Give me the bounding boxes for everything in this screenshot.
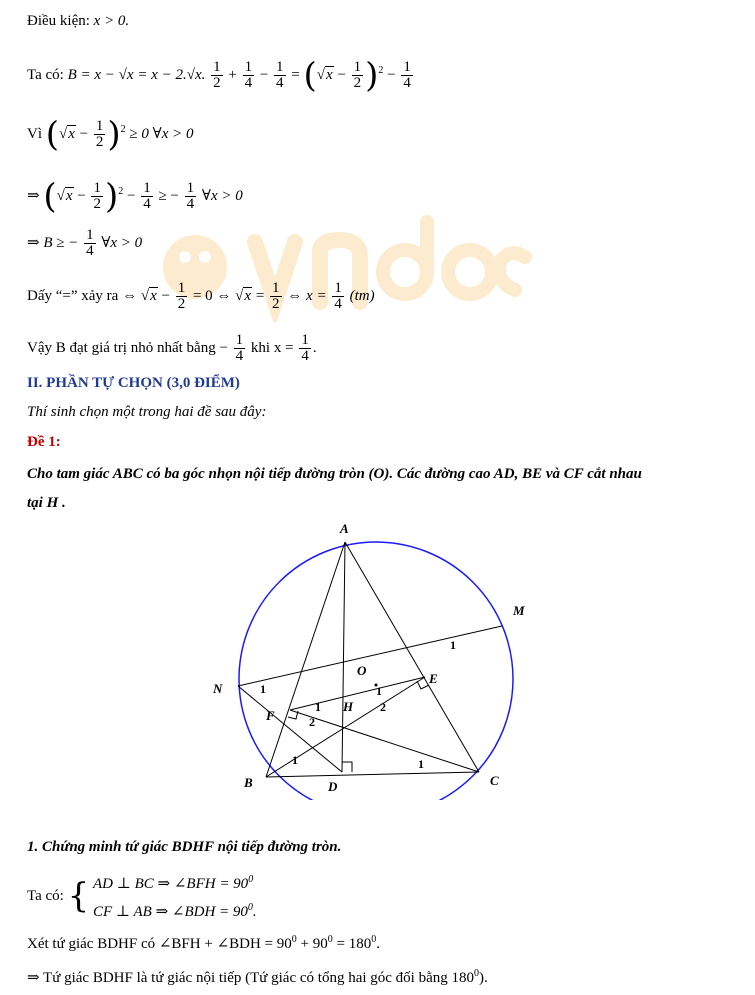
- xet-text: Xét tứ giác BDHF có ∠BFH + ∠BDH = 90: [27, 936, 292, 952]
- geometry-figure: [200, 515, 540, 800]
- frac-quarter-2: $\frac{1}{4}$: [276, 59, 284, 91]
- sqrt-x: √x: [140, 287, 157, 304]
- label-n: N: [213, 681, 223, 696]
- label-e: E: [429, 671, 438, 686]
- paren-close: ): [365, 55, 379, 96]
- forall-tail: ∀x > 0: [201, 187, 243, 204]
- taco-lhs: B = x − √x = x − 2.√x.: [67, 66, 206, 83]
- vi-label: Vì: [27, 125, 42, 142]
- side-bc: [266, 772, 479, 777]
- part1-system: [27, 868, 257, 924]
- sqrt-x: √x: [316, 66, 333, 83]
- circumcircle: [239, 542, 513, 800]
- angle-mark: 1: [315, 700, 321, 714]
- line-mn: [238, 626, 502, 686]
- problem-line-2: tại H .: [27, 495, 66, 511]
- conclusion-label: Vậy B đạt giá trị nhỏ nhất bằng −: [27, 339, 228, 356]
- square-exp: 2: [118, 185, 124, 197]
- vi-tail: ≥ 0 ∀x > 0: [129, 125, 194, 142]
- ge-sign: ≥ −: [158, 187, 179, 204]
- x-equals: ⇔ x =: [287, 287, 327, 304]
- line-nd: [238, 686, 342, 772]
- degree-sup: 0: [371, 934, 377, 945]
- angle-mark: 1: [418, 757, 424, 771]
- angle-mark: 1: [260, 682, 266, 696]
- conclusion-end: ).: [479, 970, 488, 986]
- section-subtitle: Thí sinh chọn một trong hai đề sau đây:: [27, 404, 267, 420]
- implies-b: ⇒ B ≥ −: [27, 234, 79, 251]
- frac-quarter: $\frac{1}{4}$: [143, 180, 151, 212]
- part1-conclusion: [27, 965, 488, 987]
- plus-sign: +: [228, 66, 237, 83]
- square-exp: 2: [378, 64, 384, 76]
- part1-xet-line: Xét tứ giác BDHF có ∠BFH + ∠BDH = $90^0 + 90^0 = 180^0$.: [27, 934, 380, 952]
- degree-sup: 0: [474, 968, 480, 979]
- frac-half-2: $\frac{1}{2}$: [272, 280, 280, 312]
- degree-sup: 0: [247, 902, 253, 913]
- system-line-1: AD ⊥ BC ⇒ ∠BFH = 90: [93, 876, 249, 892]
- altitude-ad: [342, 542, 345, 772]
- frac-quarter: $\frac{1}{4}$: [334, 280, 342, 312]
- xet-text-3: = 180: [332, 936, 372, 952]
- square-exp: 2: [120, 123, 126, 135]
- frac-half: $\frac{1}{2}$: [95, 118, 104, 150]
- angle-mark: 1: [376, 684, 382, 698]
- degree-sup: 0: [327, 934, 333, 945]
- minus-sign: −: [126, 187, 136, 204]
- angle-mark: 2: [380, 700, 386, 714]
- sqrt-x-2: √x: [235, 287, 252, 304]
- right-angle-d: [342, 762, 352, 772]
- equality-label: Dấy “=” xảy ra ⇔: [27, 287, 138, 304]
- minus-sign-2: −: [387, 66, 396, 83]
- taco-line: Ta có: B = x − √x = x − 2.√x. $\frac{1}{2}$ + $\frac{1}{4}$ − $\frac{1}{4}$ = (√x − $\frac{1}{2}$ )$^2$ − $\frac{1}{4}$: [27, 55, 411, 96]
- frac-half: $\frac{1}{2}$: [93, 180, 101, 212]
- part1-title: 1. Chứng minh tứ giác BDHF nội tiếp đường tròn.: [27, 839, 342, 855]
- paren-open: (: [303, 55, 317, 96]
- equality-line: [27, 281, 375, 312]
- system-line-2: CF ⊥ AB ⇒ ∠BDH = 90: [93, 904, 248, 920]
- xet-text-2: + 90: [296, 936, 328, 952]
- angle-mark: 1: [450, 638, 456, 652]
- equals-sign: =: [291, 66, 300, 83]
- period: .: [312, 339, 317, 356]
- condition-line: [27, 12, 129, 30]
- de1-label: Đề 1:: [27, 434, 61, 450]
- frac-quarter-2: $\frac{1}{4}$: [301, 332, 309, 364]
- conclusion-mid: khi x =: [250, 339, 294, 356]
- sqrt-x: √x: [56, 187, 73, 204]
- paren-open: (: [45, 114, 60, 155]
- frac-quarter: $\frac{1}{4}$: [86, 227, 94, 259]
- label-d: D: [328, 779, 338, 794]
- label-f: F: [266, 708, 275, 723]
- frac-half: $\frac{1}{2}$: [213, 59, 221, 91]
- frac-quarter: $\frac{1}{4}$: [244, 59, 253, 91]
- label-c: C: [490, 773, 499, 788]
- sqrt-x: √x: [59, 125, 75, 142]
- vi-line: Vì (√x − $\frac{1}{2}$ )$^2$ ≥ 0 ∀x > 0: [27, 114, 194, 155]
- taco-label: Ta có:: [27, 66, 64, 83]
- line-fe: [290, 677, 425, 710]
- forall-tail: ∀x > 0: [101, 234, 143, 251]
- frac-quarter-2: $\frac{1}{4}$: [186, 180, 195, 212]
- label-m: M: [513, 603, 525, 618]
- degree-sup: 0: [291, 934, 297, 945]
- problem-line-1: Cho tam giác ABC có ba góc nhọn nội tiếp đường tròn (O). Các đường cao AD, BE và CF cắt nhau: [27, 466, 642, 482]
- implies-line-2: [27, 228, 142, 259]
- minus-sign: −: [259, 66, 269, 83]
- paren-open: (: [43, 176, 57, 217]
- label-b: B: [244, 775, 253, 790]
- condition-label: Điều kiện:: [27, 13, 90, 29]
- altitude-cf: [290, 710, 479, 772]
- eq-zero: = 0 ⇔: [192, 287, 232, 304]
- label-a: A: [340, 521, 349, 536]
- implies-line-1: ⇒ (√x − $\frac{1}{2}$ )$^2$ − $\frac{1}{4}$ ≥ − $\frac{1}{4}$ ∀x > 0: [27, 176, 243, 217]
- part1-taco-label: Ta có:: [27, 888, 64, 904]
- tm-note: (tm): [349, 287, 375, 304]
- frac-quarter-3: $\frac{1}{4}$: [403, 59, 411, 91]
- degree-sup: 0: [248, 874, 254, 885]
- minus-sign: −: [161, 287, 174, 304]
- implies-arrow: ⇒: [27, 187, 40, 204]
- system-lines: AD ⊥ BC ⇒ ∠BFH = $90^0$ CF ⊥ AB ⇒ ∠BDH = $90^0$.: [93, 874, 257, 920]
- equals-sign: =: [255, 287, 265, 304]
- section-title: II. PHẦN TỰ CHỌN (3,0 ĐIỂM): [27, 375, 240, 391]
- condition-expr: x > 0.: [93, 13, 130, 29]
- paren-close: ): [107, 114, 121, 155]
- frac-half-2: $\frac{1}{2}$: [353, 59, 362, 91]
- angle-mark: 2: [309, 715, 315, 729]
- system-brace: {: [67, 876, 90, 916]
- frac-half: $\frac{1}{2}$: [177, 280, 186, 312]
- frac-quarter: $\frac{1}{4}$: [235, 332, 244, 364]
- label-h: H: [343, 699, 354, 714]
- angle-mark: 1: [292, 753, 298, 767]
- paren-close: ): [104, 176, 119, 217]
- conclusion-text: ⇒ Tứ giác BDHF là tứ giác nội tiếp (Tứ giác có tổng hai góc đối bằng 180: [27, 970, 475, 986]
- label-o: O: [357, 663, 367, 678]
- conclusion-line: [27, 333, 317, 364]
